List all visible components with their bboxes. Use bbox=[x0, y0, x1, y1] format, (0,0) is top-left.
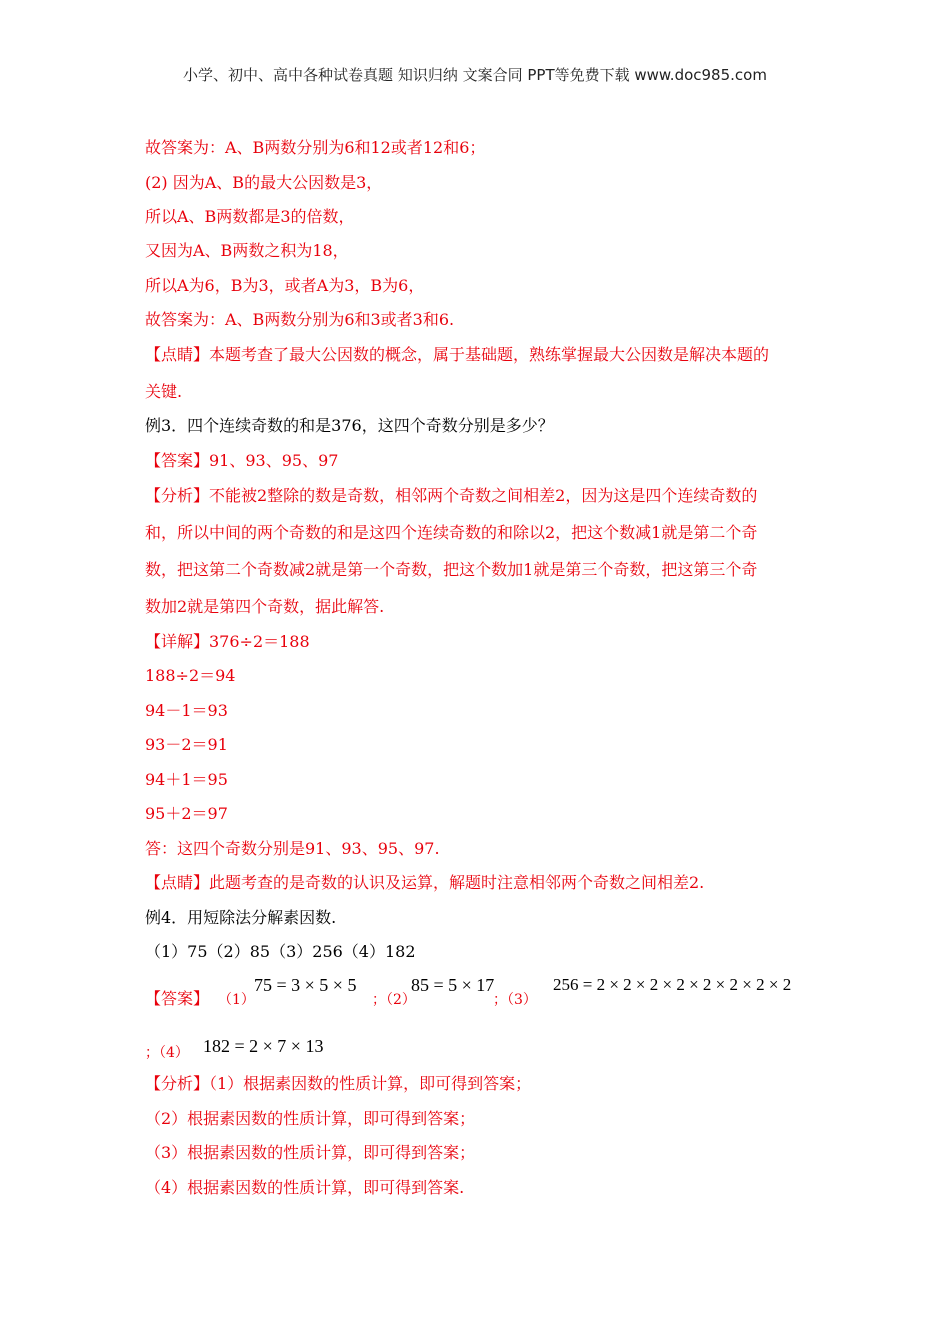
text-line: 【答案】91、93、95、97 bbox=[145, 451, 339, 470]
text-line: （2）根据素因数的性质计算，即可得到答案； bbox=[145, 1109, 476, 1128]
math-expression: 85 = 5 × 17 bbox=[411, 975, 495, 995]
text-line: 【详解】376÷2＝188 bbox=[145, 632, 310, 651]
example-title: 例4．用短除法分解素因数. bbox=[145, 908, 337, 927]
math-expression: 75 = 3 × 5 × 5 bbox=[254, 975, 357, 995]
text-line: 95＋2＝97 bbox=[145, 804, 228, 823]
text-line: 所以A为6，B为3，或者A为3，B为6， bbox=[145, 276, 425, 295]
answer-part: ；（3） bbox=[493, 992, 537, 1008]
text-line: 数加2就是第四个奇数，据此解答. bbox=[145, 597, 385, 616]
text-line: 关键. bbox=[145, 382, 183, 401]
answer-part: ；（4） bbox=[145, 1045, 189, 1061]
text-line: 94＋1＝95 bbox=[145, 770, 228, 789]
math-expression: 256 = 2 × 2 × 2 × 2 × 2 × 2 × 2 × 2 bbox=[553, 975, 792, 994]
example-title: 例3．四个连续奇数的和是376，这四个奇数分别是多少？ bbox=[145, 416, 554, 435]
text-line: 93－2＝91 bbox=[145, 735, 228, 754]
answer-part: ；（2） bbox=[372, 992, 416, 1008]
page-header: 小学、初中、高中各种试卷真题 知识归纳 文案合同 PPT等免费下载 www.doc985.com bbox=[183, 66, 767, 84]
text-line: （4）根据素因数的性质计算，即可得到答案. bbox=[145, 1178, 465, 1197]
text-line: 数，把这第二个奇数减2就是第一个奇数，把这个数加1就是第三个奇数，把这第三个奇 bbox=[145, 560, 758, 579]
text-line: 188÷2＝94 bbox=[145, 666, 236, 685]
text-line: 94－1＝93 bbox=[145, 701, 228, 720]
text-line: (2) 因为A、B的最大公因数是3， bbox=[145, 173, 383, 192]
text-line: 和，所以中间的两个奇数的和是这四个连续奇数的和除以2，把这个数减1就是第二个奇 bbox=[145, 523, 758, 542]
text-line: 故答案为：A、B两数分别为6和3或者3和6. bbox=[145, 310, 455, 329]
math-expression: 182 = 2 × 7 × 13 bbox=[203, 1036, 324, 1056]
answer-label: 【答案】 bbox=[145, 989, 210, 1008]
text-line: 所以A、B两数都是3的倍数， bbox=[145, 207, 355, 226]
text-line: 【分析】不能被2整除的数是奇数，相邻两个奇数之间相差2，因为这是四个连续奇数的 bbox=[145, 486, 758, 505]
text-line: 【点睛】本题考查了最大公因数的概念，属于基础题，熟练掌握最大公因数是解决本题的 bbox=[145, 345, 770, 364]
text-line: 答：这四个奇数分别是91、93、95、97. bbox=[145, 839, 440, 858]
text-line: 【分析】（1）根据素因数的性质计算，即可得到答案； bbox=[145, 1074, 532, 1093]
text-line: 故答案为：A、B两数分别为6和12或者12和6； bbox=[145, 138, 486, 157]
answer-part: （1） bbox=[218, 992, 255, 1008]
text-line: 【点睛】此题考查的是奇数的认识及运算，解题时注意相邻两个奇数之间相差2. bbox=[145, 873, 705, 892]
text-line: （3）根据素因数的性质计算，即可得到答案； bbox=[145, 1143, 476, 1162]
text-line: 又因为A、B两数之积为18， bbox=[145, 241, 349, 260]
text-line: （1）75（2）85（3）256（4）182 bbox=[145, 942, 416, 961]
